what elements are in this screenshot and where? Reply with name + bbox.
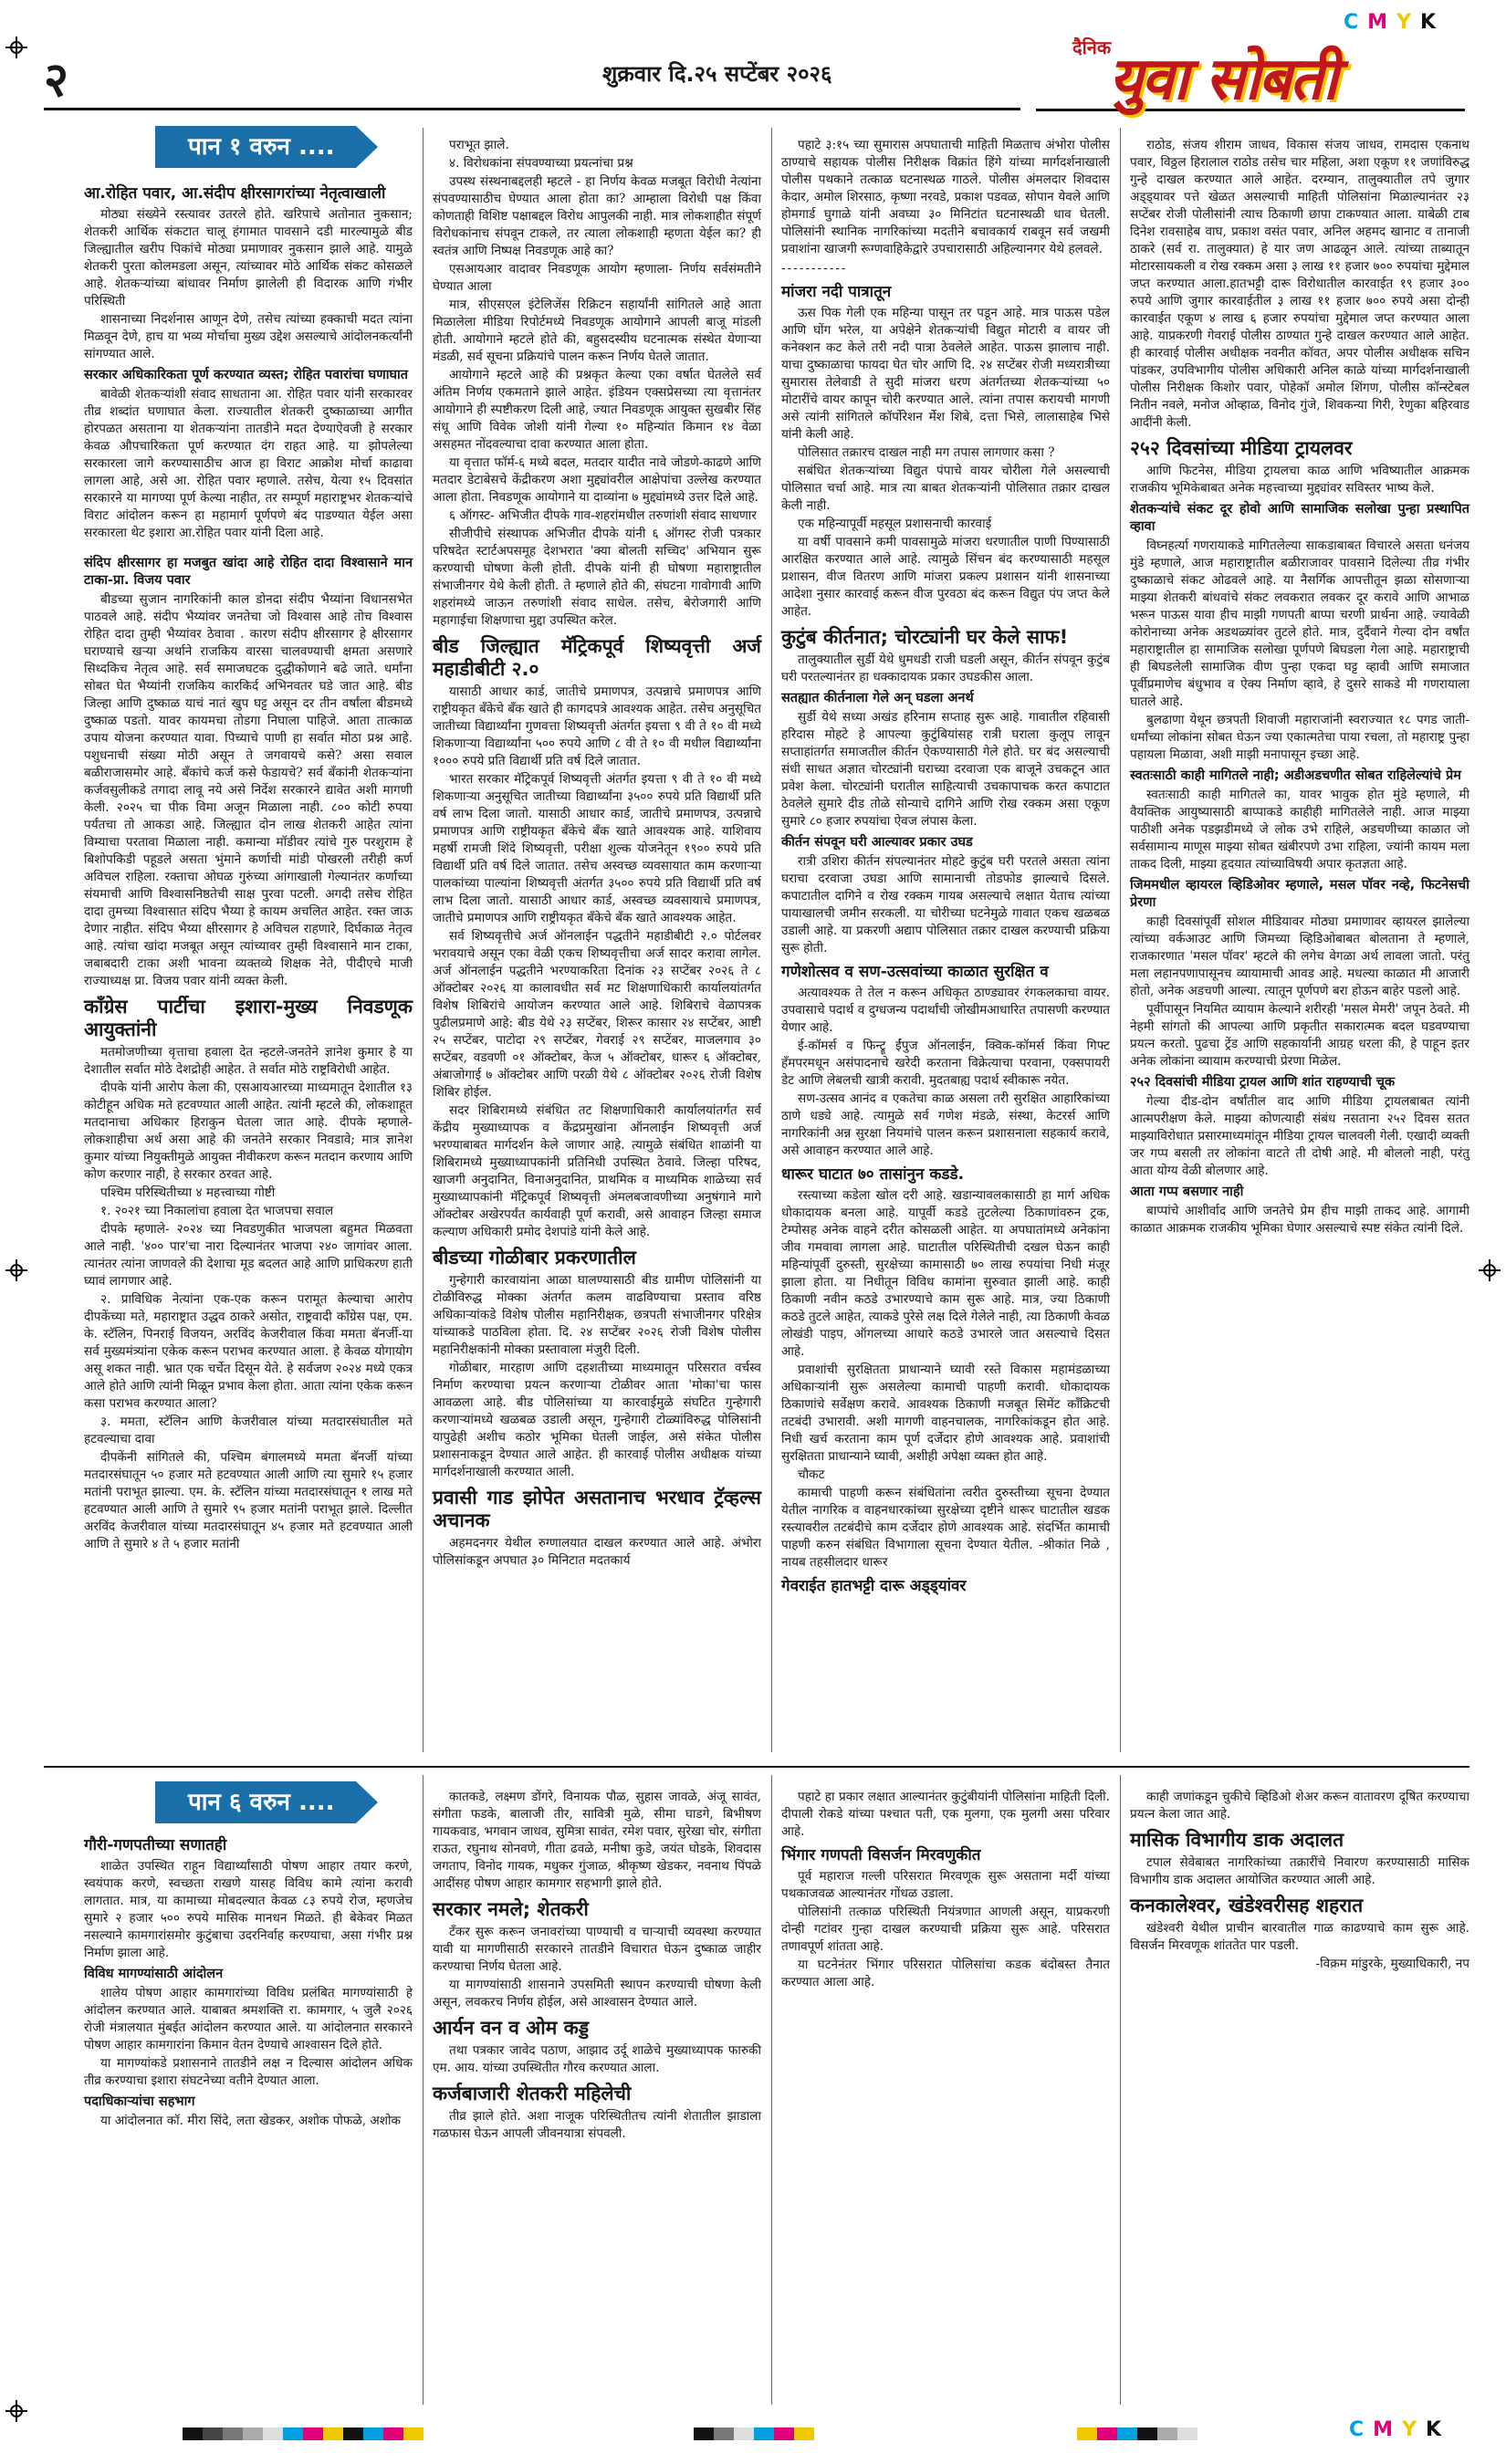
article-paragraph: उपस्थ संस्थनाबद्दलही म्हटले - हा निर्णय केवळ मजबूत विरोधी नेत्यांना संपवण्यासाठीच घेण्यात आला होता का? आम्हाला विरोधी पक्ष किंवा कोणताही विशिष्ट पक्षाबद्दल विरोध आपुलकी नाही. मात्र लोकशाहीत संपूर्ण विरोधकांनाच संपवून टाकले, तर त्याला लोकशाही म्हणता येईल का? ही स्वतंत्र आणि निष्पक्ष निवडणूक आहे का? xyxy=(433,174,761,258)
article-paragraph: सदर शिबिरामध्ये संबंधित तट शिक्षणाधिकारी कार्यालयांतर्गत सर्व केंद्रीय मुख्याध्यापक व केंद्रप्रमुखांना ऑनलाईन शिष्यवृत्ती अर्ज भरण्याबाबत मार्गदर्शन केले जाणार आहे. त्यामुळे संबंधित शाळांनी या शिबिरामध्ये मुख्याध्यापकांनी प्रतिनिधी उपस्थित ठेवावे. जिल्हा परिषद, खाजगी अनुदानित, विनाअनुदानित, प्राथमिक व माध्यमिक शाळेच्या सर्व मुख्याध्यापकांनी मॅट्रिकपूर्व शिष्यवृत्ती अंमलबजावणीच्या अनुषंगाने मागे ऑक्टोबर अखेरपर्यंत कार्यवाही पूर्ण करावी, असे आवाहन जिल्हा समाज कल्याण अधिकारी प्रमोद देशपांडे यांनी केले आहे. xyxy=(433,1103,761,1239)
article-paragraph: टपाल सेवेबाबत नागरिकांच्या तक्रारींचे निवारण करण्यासाठी मासिक विभागीय डाक अदालत आयोजित करण्यात आली आहे. xyxy=(1130,1855,1469,1887)
article-headline: कनकालेश्वर, खंडेश्वरीसह शहरात xyxy=(1130,1895,1364,1916)
registration-cross-icon xyxy=(1479,1259,1501,1281)
article-headline: मांजरा नदी पात्रातून xyxy=(781,283,892,301)
cmyk-c: C xyxy=(1344,11,1368,34)
article-paragraph: सीजीपीचे संस्थापक अभिजीत दीपके यांनी ६ ऑगस्ट रोजी पत्रकार परिषदेत स्टार्टअपसमूह देशभरात 'क्या बोलती सच्चिद' अभियान सुरू करण्याची घोषणा केली होती. दीपके यांनी ही घोषणा महाराष्ट्रातील संभाजीनगर येथे केली होती. ते म्हणाले होते की, संघटना गावोगावी आणि शहरांमध्ये जाऊन तरुणांशी संवाद साधेल. तसेच, बेरोजगारी आणि महागाईचा शिक्षणाचा मुद्दा उपस्थित करेल. xyxy=(433,527,761,628)
issue-date: शुक्रवार दि.२५ सप्टेंबर २०२६ xyxy=(602,61,832,87)
article-paragraph: बाप्पांचे आशीर्वाद आणि जनतेचे प्रेम हीच माझी ताकद आहे. आगामी काळात आक्रमक राजकीय भूमिका घेणार असल्याचे स्पष्ट संकेत त्यांनी दिले. xyxy=(1130,1204,1469,1236)
article-paragraph: प्रवाशांची सुरक्षितता प्राधान्याने घ्यावी रस्ते विकास महामंडळाच्या अधिकाऱ्यांनी सुरू असलेल्या कामाची पाहणी करावी. धोकादायक ठिकाणांचे सर्वेक्षण करावे. आवश्यक ठिकाणी मजबूत सिमेंट कॉंक्रिटची तटबंदी उभारावी. अशी मागणी वाहनचालक, नागरिकांकडून होत आहे. निधी खर्च करताना काम पूर्ण दर्जेदार होणे आवश्यक आहे. प्रवाशांची सुरक्षितता प्राधान्याने घ्यावी, अशीही अपेक्षा व्यक्त होत आहे. xyxy=(781,1363,1110,1464)
article-paragraph: राठोड, संजय शीराम जाधव, विकास संजय जाधव, रामदास एकनाथ पवार, विठ्ठल हिरालाल राठोड तसेच चार महिला, अशा एकूण ११ जणांविरुद्ध गुन्हे दाखल करण्यात आले आहेत. दरम्यान, तालुक्यातील तपे जुगार अड्ड्यावर पत्ते खेळत असल्याची माहिती पोलिसांना मिळाल्यानंतर २३ सप्टेंबर रोजी पोलीसांनी त्याच ठिकाणी छापा टाकण्यात आला. याबेळी टाब दिनेश रावसाहेब वाघ, प्रकाश वसंत पवार, अनिल अहमद खानाट व तानाजी ठाकरे (सर्व रा. तालुक्यात) हे यार जण आढळून आले. त्यांच्या ताब्यातून मोटारसायकली व रोख रक्कम असा ३ लाख ११ हजार ७०० रुपयांचा मुद्देमाल जप्त करण्यात आला.हातभट्टी दारू विरोधातील कारवाईत १९ हजार ३०० रुपये आणि जुगार कारवाईतील ३ लाख ११ हजार ७०० रुपये असा दोन्ही कारवाईत एकूण ४ लाख ६ हजार रुपयांचा मुद्देमाल जप्त करण्यात आला आहे. याप्रकरणी गेवराई पोलीस ठाण्यात गुन्हे दाखल करण्यात आले आहेत. ही कारवाई पोलीस अधीक्षक नवनीत कॉवत, अपर पोलीस अधीक्षक सचिन पांडकर, उपविभागीय पोलीस अधिकारी अनिल काळे यांच्या मार्गदर्शनाखाली पोलीस निरीक्षक किशोर पवार, पोहेकॉ अमोल शिंगण, पोलीस कॉन्स्टेबल नितीन नवले, मनोज ओव्हाळ, विनोद गुंजे, शिवकन्या गिरी, रेणुका बहिरवाड आदींनी केली. xyxy=(1130,138,1469,430)
article-paragraph: दीपकेंनी सांगितले की, पश्चिम बंगालमध्ये ममता बॅनर्जी यांच्या मतदारसंघातून ५० हजार मते हटवण्यात आली आणि त्या सुमारे १५ हजार मतांनी पराभूत झाल्या. एम. के. स्टॅलिन यांच्या मतदारसंघातून १ लाख मते हटवण्यात आली आणि ते सुमारे ९५ हजार मतांनी पराभूत झाले. दिल्लीत अरविंद केजरीवाल यांच्या मतदारसंघातून ४५ हजार मते हटवण्यात आली आणि ते सुमारे ४ ते ५ हजार मतांनी xyxy=(84,1450,413,1551)
article-paragraph: सुर्डी येथे सध्या अखंड हरिनाम सप्ताह सुरू आहे. गावातील रहिवासी हरिदास मोहटे हे आपल्या कुटुंबियांसह रात्री घराला कुलूप लावून सप्ताहांतर्गत समाजतील कीर्तन ऐकण्यासाठी गेले होते. घर बंद असल्याची संधी साधत अज्ञात चोरट्यांनी घराच्या दरवाजा एक बाजूने उचकटून आत प्रवेश केला. चोरट्यांनी घरातील साहित्याची उचकापाचक करत कपाटात ठेवलेले सुमारे दीड तोळे सोन्याचे दागिने आणि रोख रक्कम असा एकूण सुमारे ८० हजार रुपयांचा ऐवज लंपास केला. xyxy=(781,710,1110,829)
top-column-4 xyxy=(1130,137,1469,1238)
article-paragraph: पोलिसात तक्रारच दाखल नाही मग तपास लागणार कसा ? xyxy=(798,445,1055,460)
article-paragraph: ३. ममता, स्टॅलिन आणि केजरीवाल यांच्या मतदारसंघातील मते हटवल्याचा दावा xyxy=(84,1415,413,1446)
article-paragraph: बुलढाणा येथून छत्रपती शिवाजी महाराजांनी स्वराज्यात १८ पगड जाती-धर्मांच्या लोकांना सोबत घेऊन ज्या एकात्मतेचा पाया रचला, तो महाराष्ट्र पुन्हा पहायला मिळावा, अशी माझी मनापासून इच्छा आहे. xyxy=(1130,713,1469,762)
article-paragraph: पहाटे हा प्रकार लक्षात आल्यानंतर कुटुंबीयांनी पोलिसांना माहिती दिली. दीपाली रोकडे यांच्या पश्चात पती, एक मुलगा, एक मुलगी असा परिवार आहे. xyxy=(781,1790,1110,1839)
article-paragraph: ६ ऑगस्ट- अभिजीत दीपके गाव-शहरांमधील तरुणांशी संवाद साधणार xyxy=(449,508,757,523)
article-headline: प्रवासी गाड झोपेत असतानाच भरधाव ट्रॅव्हल्स अचानक xyxy=(433,1487,761,1531)
masthead-prefix: दैनिक xyxy=(1072,37,1112,58)
article-paragraph: स्वतःसाठी काही मागितले का, यावर भावुक होत मुंडे म्हणाले, मी वैयक्तिक आयुष्यासाठी बाप्पाकडे काहीही मागितलेले नाही. आज माझ्या पाठीशी अनेक पडझडीमध्ये जे लोक उभे राहिले, अडचणीच्या काळात जो सर्वसामान्य माणूस माझ्या सोबत खंबीरपणे उभा राहिला, ज्यांनी कायम मला ताकद दिली, माझ्या हृदयात त्यांच्याविषयी अपार कृतज्ञता आहे. xyxy=(1130,788,1469,872)
continued-from-banner: पान ६ वरुन .... xyxy=(155,1781,356,1823)
article-paragraph: गोळीबार, मारहाण आणि दहशतीच्या माध्यमातून परिसरात वर्चस्व निर्माण करण्याचा प्रयत्न करणाऱ्या टोळीवर आता 'मोका'चा फास आवळला आहे. बीड पोलिसांच्या या कारवाईमुळे संघटित गुन्हेगारी करणाऱ्यांमध्ये खळबळ उडाली असून, गुन्हेगारी टोळ्यांविरुद्ध पोलिसांनी यापुढेही अशीच कठोर भूमिका घेतली जाईल, असे संकेत पोलीस प्रशासनाकडून देण्यात आले आहेत. ही कारवाई पोलीस अधीक्षक यांच्या मार्गदर्शनाखाली करण्यात आली. xyxy=(433,1361,761,1479)
column-divider xyxy=(1120,128,1121,1752)
article-paragraph: तथा पत्रकार जावेद पठाण, आझाद उर्दू शाळेचे मुख्याध्यापक फारुकी एम. आय. यांच्या उपस्थितीत गौरव करण्यात आला. xyxy=(433,2043,761,2075)
color-registration-bar xyxy=(183,2427,424,2440)
article-paragraph: पूर्वीपासून नियमित व्यायाम केल्याने शरीरही 'मसल मेमरी' जपून ठेवते. मी नेहमी सांगतो की आपल्या आणि प्रकृतीत सकारात्मक बदल घडवण्याचा प्रयत्न करतो. पुढचा ट्रेंड आणि सहकार्यानी आग्रह धरला की, हे पाहून इतर अनेक लोकांना व्यायाम करण्याची प्रेरणा मिळेल. xyxy=(1130,1002,1469,1069)
article-paragraph: टॅंकर सुरू करून जनावरांच्या पाण्याची व चाऱ्याची व्यवस्था करण्यात यावी या मागणीसाठी सरकारने तातडीने विचारात घेऊन दुष्काळ जाहीर करण्याचा निर्णय घेतला आहे. xyxy=(433,1925,761,1974)
article-subhead: कीर्तन संपवून घरी आल्यावर प्रकार उघड xyxy=(781,835,973,850)
article-subhead: जिममधील व्हायरल व्हिडिओवर म्हणाले, मसल पॉवर नव्हे, फिटनेसची प्रेरणा xyxy=(1130,878,1469,910)
article-paragraph: मतमोजणीच्या वृत्ताचा हवाला देत न्हटले-जनतेने ज्ञानेश कुमार हे या देशातील सर्वात मोठे देशद्रोही आहेत. ते सर्वात मोठे राष्ट्रविरोधी आहेत. xyxy=(84,1045,413,1077)
masthead-title: युवा सोबती xyxy=(1109,46,1337,113)
article-paragraph: पोलिसांनी तत्काळ परिस्थिती नियंत्रणात आणली असून, याप्रकरणी दोन्ही गटांवर गुन्हा दाखल करण्याची प्रक्रिया सुरू आहे. परिसरात तणावपूर्ण शांतता आहे. xyxy=(781,1905,1110,1954)
article-subhead: सरकार अधिकारिकता पूर्ण करण्यात व्यस्त; रोहित पवारांचा घणाघात xyxy=(84,368,409,382)
article-paragraph: आयोगाने म्हटले आहे की प्रश्नकृत केल्या एका वर्षात घेतलेले सर्व अंतिम निर्णय एकमताने झाले आहेत. इंडियन एक्सप्रेसच्या त्या वृत्तानंतर आयोगाने ही स्पष्टीकरण दिली आहे, ज्यात निवडणूक आयुक्त सुखबीर सिंह संधू आणि विवेक जोशी यांनी गेल्या १० महिन्यांत किमान १४ वेळा असहमत नोंदवल्याचा दावा करण्यात आला होता. xyxy=(433,368,761,452)
article-headline: २५२ दिवसांच्या मीडिया ट्रायलवर xyxy=(1130,437,1353,459)
article-headline: गेवराईत हातभट्टी दारू अड्ड्यांवर xyxy=(781,1577,967,1595)
article-paragraph: अहमदनगर येथील रुग्णालयात दाखल करण्यात आले आहे. अंभोरा पोलिसांकडून अपघात ३० मिनिटात मदतकार्य xyxy=(433,1536,761,1568)
bottom-column-4 xyxy=(1130,1789,1469,1974)
article-paragraph: या घटनेनंतर भिंगार परिसरात पोलिसांचा कडक बंदोबस्त तैनात करण्यात आला आहे. xyxy=(781,1958,1110,1989)
continued-from-banner: पान १ वरुन .... xyxy=(155,126,356,168)
article-paragraph: गुन्हेगारी कारवायांना आळा घालण्यासाठी बीड ग्रामीण पोलिसांनी या टोळीविरुद्ध मोक्का अंतर्गत कलम वाढविण्याचा प्रस्ताव वरिष्ठ अधिकाऱ्यांकडे विशेष पोलीस महानिरीक्षक, छत्रपती संभाजीनगर परिक्षेत्र यांच्याकडे पाठविला होता. दि. २४ सप्टेंबर २०२६ रोजी विशेष पोलीस महानिरीक्षकांनी मोक्का प्रस्तावाला मंजुरी दिली. xyxy=(433,1273,761,1357)
cmyk-k: K xyxy=(1426,2418,1451,2441)
article-headline: कुटुंब कीर्तनात; चोरट्यांनी घर केले साफ! xyxy=(781,626,1069,648)
article-paragraph: एक महिन्यापूर्वी महसूल प्रशासनाची कारवाई xyxy=(798,517,992,531)
column-divider xyxy=(771,1775,772,2405)
registration-cross-icon xyxy=(5,37,27,58)
cmyk-y: Y xyxy=(1402,2418,1426,2441)
article-paragraph: बावेळी शेतकऱ्यांशी संवाद साधताना आ. रोहित पवार यांनी सरकारवर तीव्र शब्दांत घणाघात केला. राज्यातील शेतकरी दुष्काळाच्या आगीत होरपळत असताना या शेतकऱ्यांना तातडीने मदत देण्याऐवजी हे सरकार केवळ औपचारिकता पूर्ण करण्यात दंग राहत आहे. या झोपलेल्या सरकारला जागे करण्यासाठीच आज हा विराट आक्रोश मोर्चा काढावा लागला आहे, असे आ. रोहित पवार म्हणाले. तसेच, येत्या १५ दिवसांत सरकारने या मागण्या पूर्ण केल्या नाहीत, तर सम्पूर्ण महाराष्ट्रभर शेतकऱ्यांचे विराट आंदोलन करून हा महामार्ग पूर्णपणे बंद पाडण्यात येईल असा सरकारला थेट इशारा आ.रोहित पवार यांनी दिला आहे. xyxy=(84,387,413,540)
article-paragraph: शासनाच्या निदर्शनास आणून देणे, तसेच त्यांच्या हक्काची मदत त्यांना मिळवून देणे, हाच या भव्य मोर्चाचा मुख्य उद्देश असल्याचे आंदोलनकर्त्यांनी सांगण्यात आले. xyxy=(84,312,413,361)
article-paragraph: या वर्षी पावसाने कमी पावसामुळे मांजरा धरणातील पाणी पिण्यासाठी आरक्षित करण्यात आले आहे. त्यामुळे सिंचन बंद करण्यासाठी महसूल प्रशासन, वीज वितरण आणि मांजरा प्रकल्प प्रशासन यांनी शासनाच्या आदेशा नुसार कारवाई करून वीज पुरवठा बंद करून विद्युत पंप जप्त केले आहेत. xyxy=(781,535,1110,619)
article-headline: गौरी-गणपतीच्या सणातही xyxy=(84,1836,227,1854)
column-divider xyxy=(1120,1775,1121,2405)
article-paragraph: विघ्नहर्त्या गणरायाकडे मागितलेल्या साकडाबाबत विचारले असता धनंजय मुंडे म्हणाले, आज महाराष्ट्रातील बळीराजावर पावसाने दिलेल्या तीव्र गंभीर दुष्काळाचे संकट ओढवले आहे. या नैसर्गिक आपत्तीतून झळा सोसणाऱ्या माझ्या शेतकरी बांधवांचे संकट लवकरात लवकर दूर करावे आणि आभाळ भरून पाऊस यावा हीच माझी गणपती बाप्पा चरणी प्रार्थना आहे. ज्यावेळी कोरोनाच्या अनेक अडथळ्यांवर तुटले होते. मात्र, दुर्दैवाने गेल्या दोन वर्षांत महाराष्ट्रातील हा सामाजिक सलोखा पूर्णपणे बिघडला गेला आहे. महाराष्ट्राची ही बिघडलेली सामाजिक वीण पुन्हा एकदा घट्ट व्हावी आणि समाजात पूर्वीप्रमाणेच बंधुभाव व ऐक्य निर्माण व्हावे, हे दुसरे साकडे मी गणरायाला घातले आहे. xyxy=(1130,538,1469,709)
article-paragraph: तालुक्यातील सुर्डी येथे धुमधडी राजी घडली असून, कीर्तन संपवून कुटुंब घरी परतल्यानंतर हा धक्कादायक प्रकार उघडकीस आला. xyxy=(781,653,1110,684)
article-paragraph: चौकट xyxy=(798,1467,825,1482)
article-paragraph: पराभूत झाले. xyxy=(449,138,509,152)
article-subhead: पदाधिकाऱ्यांचा सहभाग xyxy=(84,2094,195,2109)
article-headline: भिंगार गणपती विसर्जन मिरवणुकीत xyxy=(781,1846,981,1864)
color-registration-bar xyxy=(1077,2427,1197,2440)
article-headline: बीड जिल्ह्यात मॅट्रिकपूर्व शिष्यवृत्ती अर्ज महाडीबीटी २.० xyxy=(433,635,761,680)
article-paragraph: काही जणांकडून चुकीचे व्हिडिओ शेअर करून वातावरण दूषित करण्याचा प्रयत्न केला जात आहे. xyxy=(1130,1790,1469,1822)
article-subhead: २५२ दिवसांची मीडिया ट्रायल आणि शांत राहण्याची चूक xyxy=(1130,1075,1396,1090)
article-headline: कर्जबाजारी शेतकरी महिलेची xyxy=(433,2083,632,2104)
cmyk-c: C xyxy=(1349,2418,1374,2441)
article-paragraph: आणि फिटनेस, मीडिया ट्रायलचा काळ आणि भविष्यातील आक्रमक राजकीय भूमिकेबाबत अनेक महत्त्वाच्या मुद्द्यांवर सविस्तर भाष्य केले. xyxy=(1130,464,1469,496)
article-headline: धारूर घाटात ७० तासांनुन कडडे. xyxy=(781,1165,965,1184)
header-rule xyxy=(44,108,1020,110)
article-paragraph: सबंधित शेतकऱ्यांच्या विद्युत पंपाचे वायर चोरीला गेले असल्याची पोलिसात चर्चा आहे. मात्र त्या बाबत शेतकऱ्यांनी पोलिसात तक्रार दाखल केली नाही. xyxy=(781,464,1110,513)
article-paragraph: कामाची पाहणी करून संबंधितांना त्वरीत दुरुस्तीच्या सूचना देण्यात येतील नागरिक व वाहनधारकांच्या सुरक्षेच्या दृष्टीने धारूर घाटातील खडक रस्त्यावरील तटबंदीचे काम दर्जेदार होणे आवश्यक आहे. संदर्भित कामाची पाहणी करुन संबंधित विभागाला सूचना देण्यात येतील. -श्रीकांत निळे , नायब तहसीलदार धारूर xyxy=(781,1486,1110,1570)
article-subhead: आता गप्प बसणार नाही xyxy=(1130,1185,1244,1199)
article-paragraph: सर्व शिष्यवृत्तीचे अर्ज ऑनलाईन पद्धतीने महाडीबीटी २.० पोर्टलवर भरावयाचे असून एका वेळी एकच शिष्यवृत्तीचा अर्ज सादर करावा लागेल. अर्ज ऑनलाईन पद्धतीने भरण्याकरिता दिनांक २३ सप्टेंबर २०२६ ते ८ ऑक्टोबर २०२६ या कालावधीत सर्व मट शिक्षणाधिकारी कार्यालयांतर्गत विशेष शिबिरांचे आयोजन करण्यात आले आहे. शिबिराचे वेळापत्रक पुढीलप्रमाणे आहे: बीड येथे २३ सप्टेंबर, शिरूर कासार २४ सप्टेंबर, आष्टी २५ सप्टेंबर, पाटोदा २९ सप्टेंबर, गेवराई २९ सप्टेंबर, माजलगाव ३० सप्टेंबर, वडवणी ०१ ऑक्टोबर, केज ५ ऑक्टोबर, धारूर ६ ऑक्टोबर, अंबाजोगाई ७ ऑक्टोबर आणि परळी येथे ८ ऑक्टोबर २०२६ रोजी विशेष शिबिर होईल. xyxy=(433,929,761,1100)
article-paragraph: भारत सरकार मॅट्रिकपूर्व शिष्यवृत्ती अंतर्गत इयत्ता ९ वी ते १० वी मध्ये शिकणाऱ्या अनुसूचित जातीच्या विद्यार्थ्यांना ३५०० रुपये प्रति विद्यार्थी प्रति वर्ष लाभ दिला जातो. यासाठी आधार कार्ड, जातीचे प्रमाणपत्र, उत्पन्नाचे प्रमाणपत्र आणि राष्ट्रीयकृत बँकेचे बँक खाते आवश्यक आहे. याशिवाय महर्षी रामजी शिंदे शिष्यवृत्ती, परीक्षा शुल्क योजनेतून १९०० रुपये प्रति विद्यार्थी प्रति वर्ष दिले जातात. तसेच अस्वच्छ व्यवसायात काम करणाऱ्या पालकांच्या पाल्यांना शिष्यवृत्ती अंतर्गत ३५०० रुपये प्रति विद्यार्थी प्रति वर्ष लाभ दिला जातो. यासाठी आधार कार्ड, अस्वच्छ व्यवसायाचे प्रमाणपत्र, जातीचे प्रमाणपत्र आणि राष्ट्रीयकृत बँकेचे बँक खाते आवश्यक आहेत. xyxy=(433,772,761,925)
article-headline: बीडच्या गोळीबार प्रकरणातील xyxy=(433,1247,636,1269)
article-paragraph: ई-कॉमर्स व फिन्ट्रू ईंपुज ऑनलाईन, क्विक-कॉमर्स किंवा गिफ्ट हँमपरमधून असंपादनाचे खरेदी करताना विक्रेत्याचा परवाना, एक्सपायरी डेट आणि लेबलची खात्री करावी. मुदतबाह्य पदार्थ स्वीकारू नयेत. xyxy=(781,1039,1110,1088)
article-paragraph: पूर्व महाराज गल्ली परिसरात मिरवणूक सुरू असताना मर्दी यांच्या पथकाजवळ आल्यानंतर गोंधळ उडाला. xyxy=(781,1869,1110,1901)
article-paragraph: या मागण्यांसाठी शासनाने उपसमिती स्थापन करण्याची घोषणा केली असून, लवकरच निर्णय होईल, असे आश्वासन देण्यात आले. xyxy=(433,1978,761,2010)
cmyk-m: M xyxy=(1367,11,1397,34)
article-paragraph: बीडच्या सुजान नागरिकांनी काल डोनदा संदीप भैय्यांना विधानसभेत पाठवले आहे. संदीप भैय्यांवर जनतेचा जो विश्वास आहे तोच विश्वास रोहित दादा तुम्ही भैय्यांवर ठेवावा . कारण संदीप क्षीरसागर हे क्षीरसागर घराण्याचे खऱ्या अर्थाने राजकिय वारसा चालवण्याची क्षमता असणारे सिध्दकिच नेतृत्व आहे. सर्व समाजघटक दुद्धीकोणाने बढे जाते. धर्मांना सोबत घेत भैय्यांनी राजकिय कारकिर्द अभिनवतर घडे जात आहे. बीड जिल्हा आणि दुष्काळ याचं नातं खुप घट्ट असून दर तीन वर्षांला बीडमध्ये दुष्काळ पडतो. यावर कायमचा तोडगा निघाला पाहिजे. आता तात्काळ उपाय योजना करण्यात यावा. पिच्याचे पाणी हा सर्वात मोठा प्रश्न आहे. पशुधनाची संख्या मोठी असून ते जगवायचे कसे? असा सवाल बळीराजासमोर आहे. बँकांचे कर्ज कसे फेडायचे? सर्व बँकांनी शेतकऱ्यांना कर्जवसुलीकडे तगादा लावू नये असे निर्देश सरकारने द्यावेत अशी मागणी केली. २०२५ चा पीक विमा अजून मिळाला नाही. ८०० कोटी रुपया पर्यंतचा तो आकडा आहे. जिल्ह्यात दोन लाख शेतकरी आहेत त्यांना विम्याचा परतावा मिळाला नाही. कमान्या मॉडीवर त्यांचे गुरु परशुराम हे बिशोपकिडी पहूडले असता भुंमाने कर्णाची मांडी पोखरली तरीही कर्ण अविचल राहिला. रक्ताचा ओघळ गुरुंच्या आंगाखाली गेल्यानंतर कर्णाच्या संयमाची आणि विश्वासनिष्ठतेची साक्ष पुरवा पटली. अगदी तसेच रोहित दादा तुमच्या विश्वासात संदिप भैय्या हे कायम अचलित आहेत. रक्त जाऊ देणार नाहीत. संदिप भैय्या क्षीरसागर हे अविचल राहणारे, दिर्घकाळ नेतृत्व आहे. त्यांचा खांदा मजबूत असून त्यांच्यावर तुम्ही विश्वासाने मान टाका, जबाबदारी टाका अशी भावना व्यक्तव्ये शिक्षक नेते, पीदीएचे माजी राज्याध्यक्ष प्रा. विजय पवार यांनी व्यक्त केली. xyxy=(84,592,413,988)
page-number: २ xyxy=(44,53,69,108)
section-divider xyxy=(44,1766,1469,1768)
article-paragraph: मात्र, सीएसएल इंटेलिजेंस रिक्रिटन सहार्यांनी सांगितले आहे आता मिळालेला मीडिया रिपोर्टमध्ये निवडणूक आयोगाने आपली बाजू मांडली होती. आयोगाने म्हटले होते की, बहुसदस्यीय घटनात्मक संस्थेत येणाऱ्या मंडळी, सर्व सूचना प्रक्रियांचे पालन करून निर्णय घेतले जातात. xyxy=(433,298,761,364)
article-subhead: विविध मागण्यांसाठी आंदोलन xyxy=(84,1967,224,1981)
article-headline: संदिप क्षीरसागर हा मजबुत खांदा आहे रोहित दादा विश्वासाने मान टाका-प्रा. विजय पवार xyxy=(84,556,413,588)
top-column-1 xyxy=(84,179,413,1554)
article-paragraph: १. २०२१ च्या निकालांचा हवाला देत भाजपचा सवाल xyxy=(100,1204,334,1218)
article-paragraph: यासाठी आधार कार्ड, जातीचे प्रमाणपत्र, उत्पन्नाचे प्रमाणपत्र आणि राष्ट्रीयकृत बँकेचे बँक खाते ही कागदपत्रे आवश्यक आहेत. तसेच अनुसूचित जातीच्या विद्यार्थ्यांना गुणवत्ता शिष्यवृत्ती अंतर्गत इयत्ता ९ वी ते १० वी मध्ये शिकणाऱ्या विद्यार्थ्यांना ५०० रुपये आणि ८ वी ते १० वी मधील विद्यार्थ्यांना १००० रुपये प्रति विद्यार्थी प्रति वर्ष दिले जातात. xyxy=(433,684,761,768)
masthead-logo xyxy=(1036,35,1465,111)
article-paragraph: काही दिवसांपूर्वी सोशल मीडियावर मोठ्या प्रमाणावर व्हायरल झालेल्या त्यांच्या वर्कआउट आणि जिमच्या व्हिडिओबाबत बोलताना ते म्हणाले, राजकारणात 'मसल पॉवर' म्हटले की लगेच वेगळा अर्थ लावला जातो. परंतु मला लहानपणापासूनच व्यायामाची आवड आहे. मधल्या काळात मी आजारी होतो, अनेक अडचणी आल्या. त्यातून पूर्णपणे बरा होऊन बाहेर पडलो आहे. xyxy=(1130,914,1469,998)
article-subhead: सतह्यात कीर्तनाला गेले अन् घडला अनर्थ xyxy=(781,691,974,705)
cmyk-y: Y xyxy=(1396,11,1420,34)
bottom-column-3 xyxy=(781,1789,1110,1992)
registration-cross-icon xyxy=(5,2400,27,2422)
bottom-column-2 xyxy=(433,1789,761,2144)
cmyk-mark-top xyxy=(1344,11,1445,34)
article-headline: कॉंग्रेस पार्टीचा इशारा-मुख्य निवडणूक आयुक्तांनी xyxy=(84,996,413,1040)
article-paragraph: अत्यावश्यक ते तेल न करून अधिकृत ठाण्ड्यावर रंगकलकाचा वायर. उपवासाचे पदार्थ व दुग्धजन्य पदार्थांची जोखीमआधारित तपासणी करण्यात येणार आहे. xyxy=(781,986,1110,1035)
article-subhead: स्वतःसाठी काही मागितले नाही; अडीअडचणीत सोबत राहिलेल्यांचे प्रेम xyxy=(1130,768,1461,783)
article-paragraph: शालेय पोषण आहार कामगारांच्या विविध प्रलंबित मागण्यांसाठी हे आंदोलन करण्यात आले. याबाबत श्रमशक्ति रा. कामगार, ५ जुलै २०२६ रोजी मंत्रालयात मुंबईत आंदोलन करण्यात आले. या आंदोलनात सरकारने पोषण आहार कामगारांना किमान वेतन देण्याचे आश्वासन दिले होते. xyxy=(84,1986,413,2052)
top-column-2 xyxy=(433,137,761,1571)
article-paragraph: या वृत्तात फॉर्म-६ मध्ये बदल, मतदार यादीत नावे जोडणे-काढणे आणि मतदार डेटाबेसचे केंद्रीकरण अशा मुद्द्यांवरील आक्षेपांचा उल्लेख करण्यात आला होता. निवडणूक आयोगाने या दाव्यांना ७ मुद्द्यांमध्ये उत्तर दिले आहे. xyxy=(433,455,761,505)
article-paragraph: शाळेत उपस्थित राहून विद्यार्थ्यांसाठी पोषण आहार तयार करणे, स्वयंपाक करणे, स्वच्छता राखणे यासह विविध कामे त्यांना करावी लागतात. मात्र, या कामाच्या मोबदल्यात केवळ ८३ रुपये रोज, म्हणजेच सुमारे २ हजार ५०० रुपये मासिक मानधन मिळते. ही बेकेवर मिळत नसल्याने कामगारांसमोर कुटुंबाचा उदरनिर्वाह करण्याचा, असा गंभीर प्रश्न निर्माण झाला आहे. xyxy=(84,1859,413,1960)
article-paragraph: एसआयआर वादावर निवडणूक आयोग म्हणाला- निर्णय सर्वसंमतीने घेण्यात आला xyxy=(433,262,761,294)
cmyk-m: M xyxy=(1373,2418,1403,2441)
cmyk-k: K xyxy=(1420,11,1446,34)
article-subhead: शेतकऱ्यांचे संकट दूर होवो आणि सामाजिक सलोखा पुन्हा प्रस्थापित व्हावा xyxy=(1130,502,1469,534)
article-paragraph: ऊस पिक गेली एक महिन्या पासून तर पडून आहे. मात्र पाऊस पडेल आणि घोंग भरेल, या अपेक्षेने शेतकऱ्यांची विद्युत मोटारी व वायर जी कनेक्शन कट केले तरी नदी पात्रा ठेवलेले आहेत. पाऊस झालाच नाही. याचा दुष्काळाचा फायदा घेत चोर आणि दि. २४ सप्टेंबर रोजी मध्यरात्रीच्या सुमारास तेलेवाडी ते सुदी मांजरा धरण अंतर्गतच्या शेतकऱ्यांच्या ५० मोटारींचे वायर कापून चोरी करण्यात आले. त्यांना तपास करायची मागणी असे त्यांनी सांगितले कॉर्पोरेशन र्मेश शिबे, दत्ता भिसे, लालासाहेब भिसे यांनी केली आहे. xyxy=(781,306,1110,442)
article-paragraph: दीपके म्हणाले- २०२४ च्या निवडणुकीत भाजपला बहुमत मिळवता आले नाही. '४०० पार'चा नारा दिल्यानंतर भाजपा २४० जागांवर आला. त्यानंतर त्यांना जाणवले की देशाचा मूड बदलत आहे आणि प्राधिकरण हाती घ्यावं लागणार आहे. xyxy=(84,1222,413,1289)
article-paragraph: या आंदोलनात कॉ. मीरा सिंदे, लता खेडकर, अशोक पोफळे, अशोक xyxy=(100,2114,401,2128)
article-paragraph: पहाटे ३:१५ च्या सुमारास अपघाताची माहिती मिळताच अंभोरा पोलीस ठाण्याचे सहायक पोलीस निरीक्षक विक्रांत हिंगे यांच्या मार्गदर्शनाखाली पोलीस पथकाने तत्काळ घटनास्थळ गाठले. पोलीस अंमलदार शिवदास केदार, अमोल शिरसाठ, कृष्णा नरवडे, प्रकाश पडवळ, सोपान येवले आणि होमगार्ड घुगाळे यांनी अवघ्या ३० मिनिटांत घटनास्थळी धाव घेतली. पोलिसांनी स्थानिक नागरिकांच्या मदतीने बचावकार्य राबवून सर्व जखमी प्रवाशांना खाजगी रूग्णवाहिकेद्वारे उपचारासाठी अहिल्यानगर येथे हलवले. xyxy=(781,138,1110,256)
article-paragraph: खंडेश्वरी येथील प्राचीन बारवातील गाळ काढण्याचे काम सुरू आहे. विसर्जन मिरवणूक शांततेत पार पडली. xyxy=(1130,1921,1469,1953)
article-paragraph: २. प्राविधिक नेत्यांना एक-एक करून परामूत केल्याचा आरोप दीपकेंच्या मते, महाराष्ट्रात उद्धव ठाकरे असोत, राष्ट्रवादी कॉंग्रेस पक्ष, एम. के. स्टॅलिन, पिनराई विजयन, अरविंद केजरीवाल किंवा ममता बॅनर्जी-या सर्व मुख्यमंत्र्यांना एकेक करून पराभव करण्यात आला. हे केवळ योगायोग असू शकत नाही. भ्रात एक चर्चेत दिसून येते. हे सर्वजण २०२४ मध्ये एकत्र आले होते आणि त्यांनी मिळून प्रभाव केला होता. आता त्यांना एकेक करून कसा पराभव करण्यात आला? xyxy=(84,1292,413,1411)
article-paragraph: रस्त्याच्या कडेला खोल दरी आहे. खडान्यावलकासाठी हा मार्ग अधिक धोकादायक बनला आहे. यापूर्वी कडडे तुटलेल्या ठिकाणांवरुन ट्रक, टेम्पोसह अनेक वाहने दरीत कोसळली आहेत. या अपघातांमध्ये अनेकांना जीव गमवावा लागला आहे. घाटातील परिस्थितीची दखल घेऊन काही महिन्यांपूर्वी दुरुस्ती, सुरक्षेच्या कामासाठी ७० लाख रुपयांचा निधी मंजूर झाला होता. या निधीतून विविध कामांना सुरुवात झाली आहे. काही ठिकाणी नवीन कठडे उभारण्याचे काम सुरू आहे. मात्र, ज्या ठिकाणी कठडे तुटले आहेत, त्याकडे पुरेसे लक्ष दिले गेलेले नाही, त्या ठिकाणी केवळ लोखंडी पाइप, ऑगलच्या आधारे कठडे उभारले जात असल्याचे दिसत आहे. xyxy=(781,1188,1110,1359)
color-registration-bar xyxy=(694,2427,814,2440)
article-signature: -विक्रम मांडुरके, मुख्याधिकारी, नप xyxy=(1315,1957,1469,1971)
article-headline: गणेशोत्सव व सण-उत्सवांच्या काळात सुरक्षित व xyxy=(781,963,1049,981)
article-paragraph: तीव्र झाले होते. अशा नाजूक परिस्थितीतच त्यांनी शेतातील झाडाला गळफास घेऊन आपली जीवनयात्रा संपवली. xyxy=(433,2109,761,2141)
article-paragraph: दीपके यांनी आरोप केला की, एसआयआरच्या माध्यमातून देशातील १३ कोटीहून अधिक मते हटवण्यात आली आहेत. त्यांनी म्हटले की, लोकशाहूत मतदानाचा अधिकार हिराकुन घेतला जात आहे. दीपके म्हणाले-लोकशाहीचा अर्थ असा आहे की जनतेने सरकार निवडावे; मात्र ज्ञानेश कुमार यांच्या नियुक्तीमुळे आयुक्त नीवीकरण करून मतदान करणाय आणि कोण करणार नाही, हे सरकार ठरवत आहे. xyxy=(84,1081,413,1182)
top-column-3 xyxy=(781,137,1110,1599)
column-divider xyxy=(423,1775,424,2405)
article-paragraph: या मागण्यांकडे प्रशासनाने तातडीने लक्ष न दिल्यास आंदोलन अधिक तीव्र करण्याचा इशारा संघटनेच्या वतीने देण्यात आला. xyxy=(84,2056,413,2088)
article-headline: आ.रोहित पवार, आ.संदीप क्षीरसागरांच्या नेतृत्वाखाली xyxy=(84,184,386,203)
bottom-column-1 xyxy=(84,1831,413,2131)
article-paragraph: मोठ्या संख्येने रस्त्यावर उतरले होते. खरिपाचे अतोनात नुकसान; शेतकरी आर्थिक संकटात चालू हंगामात पावसाने दडी मारल्यामुळे बीड जिल्ह्यातील खरीप पिकांचे मोठ्या प्रमाणावर नुकसान झाले आहे. यामुळे शेतकरी पुरता कोलमडला असून, त्यांच्यावर मोठे आर्थिक संकट कोसळले आहे. शेतकऱ्यांच्या बांधावर निर्माण झालेली ही विदारक आणि गंभीर परिस्थिती xyxy=(84,207,413,308)
registration-cross-icon xyxy=(5,1259,27,1281)
cmyk-mark-bottom xyxy=(1349,2418,1450,2441)
article-paragraph: गेल्या दीड-दोन वर्षांतील वाद आणि मीडिया ट्रायलबाबत त्यांनी आत्मपरीक्षण केले. माझ्या कोणत्याही संबंध नसताना २५२ दिवस सतत माझ्याविरोधात प्रसारमाध्यमांतून मीडिया ट्रायल चालवली गेली. एखादी व्यक्ती जर गप्प बसली तर लोकांना वाटते ती दोषी आहे. मी बोललो नाही, परंतु आता योग्य वेळी बोलणार आहे. xyxy=(1130,1094,1469,1178)
divider-dashes: ----------- xyxy=(781,261,848,276)
column-divider xyxy=(423,128,424,1752)
column-divider xyxy=(771,128,772,1752)
article-paragraph: पश्चिम परिस्थितीच्या ४ महत्त्वाच्या गोष्टी xyxy=(100,1185,276,1200)
article-headline: मासिक विभागीय डाक अदालत xyxy=(1130,1829,1344,1851)
article-headline: सरकार नमले; शेतकरी xyxy=(433,1898,589,1920)
article-paragraph: रात्री उशिरा कीर्तन संपल्यानंतर मोहटे कुटुंब घरी परतले असता त्यांना घराचा दरवाजा उघडा आणि सामानाची तोडफोड झाल्याचे दिसले. कपाटातील दागिने व रोख रक्कम गायब असल्याचे लक्षात येताच त्यांच्या पायाखालची जमीन सरकली. या चोरीच्या घटनेमुळे गावात एकच खळबळ उडाली आहे. या प्रकरणी अद्याप पोलिसात तक्रार दाखल करण्याची प्रक्रिया सुरू होती. xyxy=(781,854,1110,955)
article-paragraph: कातकडे, लक्ष्मण डोंगरे, विनायक पौळ, सुहास जावळे, अंजू सावंत, संगीता फडके, बालाजी तीर, सावित्री मुळे, सीमा घाडगे, बिभीषण गायकवाड, भगवान जाधव, सुमित्रा सावंत, रमेश पवार, सुरेखा चोर, संगीता राऊत, रघुनाथ सोनवणे, गीता ढवळे, मनीषा कुडे, जयंत घोडके, शिवदास जगताप, विनोद गायक, मधुकर गुंजाळ, श्रीकृष्ण खेडकर, नवनाथ पिंपळे आदींसह पोषण आहार कामगार सहभागी झाले होते. xyxy=(433,1790,761,1891)
article-paragraph: सण-उत्सव आनंद व एकतेचा काळ असला तरी सुरक्षित आहारिकांच्या ठाणे धड्ये आहे. त्यामुळे सर्व गणेश मंडळे, संस्था, केटरर्स आणि नागरिकांनी अन्न सुरक्षा नियमांचे पालन करून प्रशासनाला सहकार्य करावे, असे आवाहन करण्यात आले आहे. xyxy=(781,1091,1110,1158)
article-headline: आर्यन वन व ओम कड्ड xyxy=(433,2017,590,2039)
article-paragraph: ४. विरोधकांना संपवण्याच्या प्रयत्नांचा प्रश्न xyxy=(449,156,633,171)
